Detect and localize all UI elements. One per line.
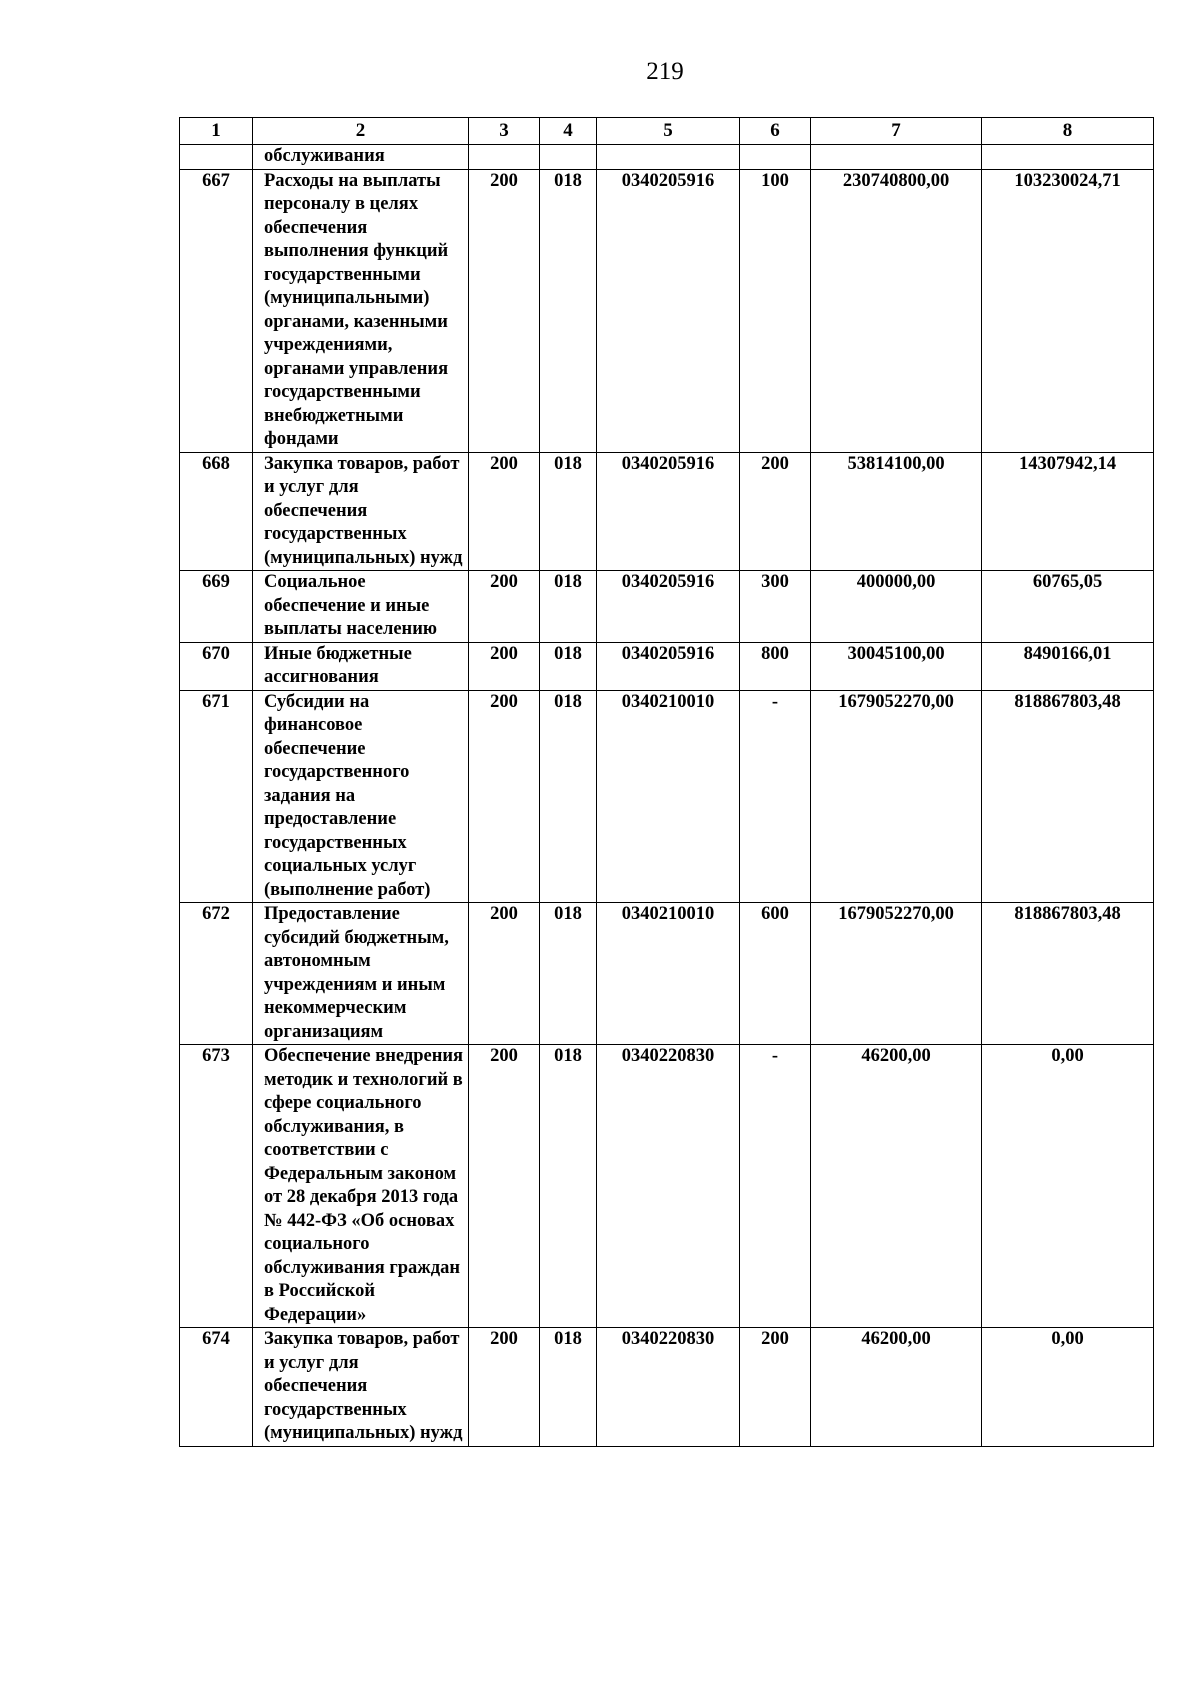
amount-8: 0,00	[982, 1328, 1154, 1447]
amount-7: 1679052270,00	[811, 690, 982, 903]
code-6	[740, 145, 811, 170]
code-5: 0340210010	[597, 903, 740, 1045]
row-number: 669	[180, 571, 253, 643]
expense-name: Закупка товаров, работ и услуг для обеспечения государственных (муниципальных) нужд	[253, 452, 469, 571]
code-5: 0340205916	[597, 169, 740, 452]
expense-name: Предоставление субсидий бюджетным, автономным учреждениям и иным некоммерческим организациям	[253, 903, 469, 1045]
code-4: 018	[540, 1045, 597, 1328]
code-6: -	[740, 1045, 811, 1328]
code-4: 018	[540, 1328, 597, 1447]
expense-name: Расходы на выплаты персоналу в целях обеспечения выполнения функций государственными (муниципальными) органами, казенными учреждениями, органами управления государственными внебюджетными фондами	[253, 169, 469, 452]
code-3: 200	[469, 169, 540, 452]
column-header-2: 2	[253, 118, 469, 145]
code-4: 018	[540, 690, 597, 903]
code-6: 100	[740, 169, 811, 452]
expense-name: Социальное обеспечение и иные выплаты населению	[253, 571, 469, 643]
code-5: 0340205916	[597, 452, 740, 571]
amount-8: 103230024,71	[982, 169, 1154, 452]
amount-7: 1679052270,00	[811, 903, 982, 1045]
code-5: 0340220830	[597, 1328, 740, 1447]
code-3: 200	[469, 1045, 540, 1328]
table-row	[180, 642, 1154, 690]
row-number	[180, 145, 253, 170]
amount-8: 0,00	[982, 1045, 1154, 1328]
expense-name: обслуживания	[253, 145, 469, 170]
amount-8: 8490166,01	[982, 642, 1154, 690]
row-number: 670	[180, 642, 253, 690]
row-number: 668	[180, 452, 253, 571]
code-6: 300	[740, 571, 811, 643]
column-header-7: 7	[811, 118, 982, 145]
row-number: 672	[180, 903, 253, 1045]
table-row	[180, 1045, 1154, 1328]
table-row	[180, 452, 1154, 571]
expense-name: Иные бюджетные ассигнования	[253, 642, 469, 690]
code-3: 200	[469, 452, 540, 571]
code-4: 018	[540, 571, 597, 643]
table-row	[180, 145, 1154, 170]
column-header-5: 5	[597, 118, 740, 145]
code-5: 0340205916	[597, 571, 740, 643]
code-3: 200	[469, 571, 540, 643]
code-4: 018	[540, 903, 597, 1045]
row-number: 667	[180, 169, 253, 452]
code-6: 200	[740, 452, 811, 571]
table-row	[180, 571, 1154, 643]
amount-7: 46200,00	[811, 1328, 982, 1447]
table-row	[180, 169, 1154, 452]
table-header-row	[180, 118, 1154, 145]
table-body	[180, 145, 1154, 1447]
column-header-8: 8	[982, 118, 1154, 145]
amount-7: 230740800,00	[811, 169, 982, 452]
code-3: 200	[469, 1328, 540, 1447]
code-6: 800	[740, 642, 811, 690]
code-3: 200	[469, 903, 540, 1045]
code-5: 0340220830	[597, 1045, 740, 1328]
column-header-3: 3	[469, 118, 540, 145]
code-6: 200	[740, 1328, 811, 1447]
page-number: 219	[646, 58, 684, 85]
row-number: 674	[180, 1328, 253, 1447]
amount-7: 46200,00	[811, 1045, 982, 1328]
amount-8: 60765,05	[982, 571, 1154, 643]
code-4: 018	[540, 452, 597, 571]
code-6: 600	[740, 903, 811, 1045]
code-3: 200	[469, 642, 540, 690]
table-row	[180, 1328, 1154, 1447]
budget-table	[179, 117, 1154, 1447]
code-3	[469, 145, 540, 170]
amount-8	[982, 145, 1154, 170]
row-number: 673	[180, 1045, 253, 1328]
expense-name: Закупка товаров, работ и услуг для обеспечения государственных (муниципальных) нужд	[253, 1328, 469, 1447]
code-3: 200	[469, 690, 540, 903]
code-4: 018	[540, 642, 597, 690]
table-row	[180, 690, 1154, 903]
code-5: 0340205916	[597, 642, 740, 690]
amount-7: 400000,00	[811, 571, 982, 643]
row-number: 671	[180, 690, 253, 903]
amount-7	[811, 145, 982, 170]
expense-name: Субсидии на финансовое обеспечение государственного задания на предоставление государственных социальных услуг (выполнение работ)	[253, 690, 469, 903]
amount-7: 53814100,00	[811, 452, 982, 571]
code-4	[540, 145, 597, 170]
code-5	[597, 145, 740, 170]
code-4: 018	[540, 169, 597, 452]
amount-8: 818867803,48	[982, 690, 1154, 903]
code-6: -	[740, 690, 811, 903]
amount-7: 30045100,00	[811, 642, 982, 690]
column-header-4: 4	[540, 118, 597, 145]
column-header-6: 6	[740, 118, 811, 145]
column-header-1: 1	[180, 118, 253, 145]
amount-8: 14307942,14	[982, 452, 1154, 571]
expense-name: Обеспечение внедрения методик и технологий в сфере социального обслуживания, в соответствии с Федеральным законом от 28 декабря 2013 года № 442-ФЗ «Об основах социального обслуживания граждан в Российской Федерации»	[253, 1045, 469, 1328]
table-row	[180, 903, 1154, 1045]
code-5: 0340210010	[597, 690, 740, 903]
amount-8: 818867803,48	[982, 903, 1154, 1045]
